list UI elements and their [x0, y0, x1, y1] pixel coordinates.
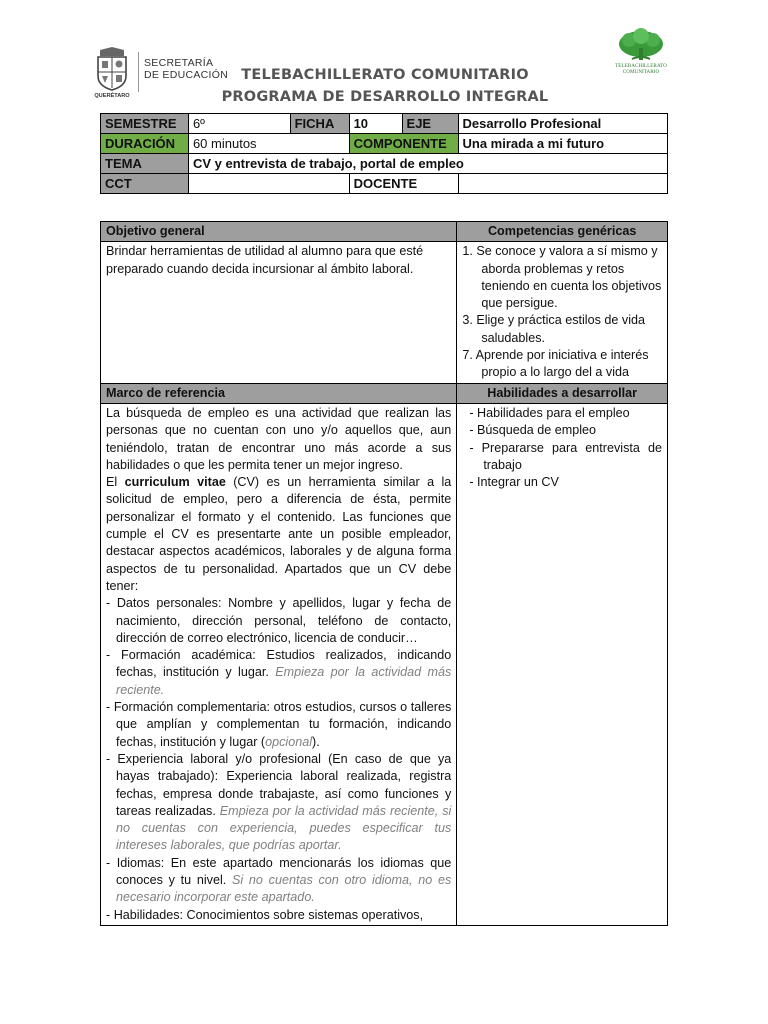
- docente-label: DOCENTE: [349, 174, 458, 194]
- tema-value: CV y entrevista de trabajo, portal de empleo: [188, 154, 667, 174]
- page-title: [200, 64, 570, 108]
- queretaro-seal-icon: [90, 46, 134, 98]
- marco-header: Marco de referencia: [101, 383, 457, 403]
- cct-value: [188, 174, 349, 194]
- competencia-item: 7. Aprende por iniciativa e interés propio a lo largo del a vida: [462, 348, 649, 380]
- svg-text:QUERÉTARO: QUERÉTARO: [94, 93, 130, 98]
- list-item: - Formación académica: Estudios realizados, indicando fechas, institución y lugar. Empieza por la actividad más reciente.: [106, 648, 452, 697]
- svg-text:TELEBACHILLERATO: TELEBACHILLERATO: [615, 63, 667, 69]
- componente-label: COMPONENTE: [349, 134, 458, 154]
- cct-label: CCT: [101, 174, 189, 194]
- habilidad-item: - Habilidades para el empleo: [469, 405, 630, 420]
- duracion-label: DURACIÓN: [101, 134, 189, 154]
- habilidad-item: - Integrar un CV: [469, 475, 559, 490]
- title-line-1: TELEBACHILLERATO COMUNITARIO: [241, 67, 529, 83]
- cv-sections-list: [106, 595, 451, 924]
- habilidades-header: Habilidades a desarrollar: [457, 383, 668, 403]
- docente-value: [458, 174, 667, 194]
- ficha-value: 10: [349, 114, 402, 134]
- marco-paragraph-1: La búsqueda de empleo es una actividad que realizan las personas que no cuentan con uno y/o aquellos que, aun teniéndolo, tratan de encontrar uno más acorde a sus habilidades o que les permita tener un mejor ingreso.: [106, 405, 452, 472]
- semestre-value: 6º: [188, 114, 290, 134]
- competencia-item: 1. Se conoce y valora a sí mismo y aborda problemas y retos teniendo en cuenta los objetivos que persigue.: [462, 244, 662, 311]
- info-row-semestre: [101, 114, 668, 134]
- semestre-label: SEMESTRE: [101, 114, 189, 134]
- tema-label: TEMA: [101, 154, 189, 174]
- list-item: - Formación complementaria: otros estudios, cursos o talleres que amplían y complementan tu formación, indicando fechas, institución y lugar (opcional).: [106, 700, 452, 749]
- competencias-list: [457, 242, 668, 383]
- competencias-header: Competencias genéricas: [457, 222, 668, 242]
- objetivo-header: Objetivo general: [101, 222, 457, 242]
- objetivo-text: Brindar herramientas de utilidad al alumno para que esté preparado cuando decida incursionar al ámbito laboral.: [101, 242, 457, 383]
- competencia-item: 3. Elige y práctica estilos de vida saludables.: [462, 313, 646, 345]
- eje-label: EJE: [402, 114, 458, 134]
- telebachillerato-logo-icon: [604, 26, 678, 78]
- title-line-2: PROGRAMA DE DESARROLLO INTEGRAL: [221, 89, 549, 105]
- info-table: [100, 113, 668, 194]
- info-row-tema: [101, 154, 668, 174]
- header-divider: [138, 52, 139, 92]
- habilidad-item: - Prepararse para entrevista de trabajo: [469, 440, 662, 472]
- page-header: [0, 0, 768, 110]
- habilidades-list: [457, 403, 668, 925]
- program-table: [100, 221, 668, 926]
- list-item: - Idiomas: En este apartado mencionarás los idiomas que conoces y tu nivel. Si no cuentas con otro idioma, no es necesario incorporar este apartado.: [106, 855, 452, 905]
- duracion-value: 60 minutos: [188, 134, 349, 154]
- svg-text:COMUNITARIO: COMUNITARIO: [622, 69, 660, 75]
- habilidad-item: - Búsqueda de empleo: [469, 423, 597, 438]
- list-item: - Experiencia laboral y/o profesional (En caso de que ya hayas trabajado): Experiencia laboral realizada, registra fechas, empresa donde trabajaste, así como funciones y tareas realizadas. Empieza por la actividad más reciente, si no cuentas con experiencia, puedes especificar tus intereses laborales, que podrías aportar.: [106, 751, 452, 853]
- componente-value: Una mirada a mi futuro: [458, 134, 667, 154]
- eje-value: Desarrollo Profesional: [458, 114, 667, 134]
- list-item: - Habilidades: Conocimientos sobre sistemas operativos,: [106, 907, 424, 922]
- ficha-label: FICHA: [290, 114, 349, 134]
- info-row-duracion: [101, 134, 668, 154]
- marco-paragraph-2: El curriculum vitae (CV) es un herramienta similar a la solicitud de empleo, pero a diferencia de ésta, permite personalizar el formato y el contenido. Las funciones que cumple el CV es presentarte ante un posible empleador, destacar aspectos académicos, laborales y de alguna forma aspectos de tu personalidad. Apartados que un CV debe tener:: [106, 475, 452, 593]
- marco-content: [101, 403, 457, 925]
- list-item: - Datos personales: Nombre y apellidos, lugar y fecha de nacimiento, dirección personal, teléfono de contacto, dirección de correo electrónico, licencia de conducir…: [106, 596, 452, 645]
- info-row-cct: [101, 174, 668, 194]
- secretaria-label: SECRETARÍA DE EDUCACIÓN: [144, 57, 229, 81]
